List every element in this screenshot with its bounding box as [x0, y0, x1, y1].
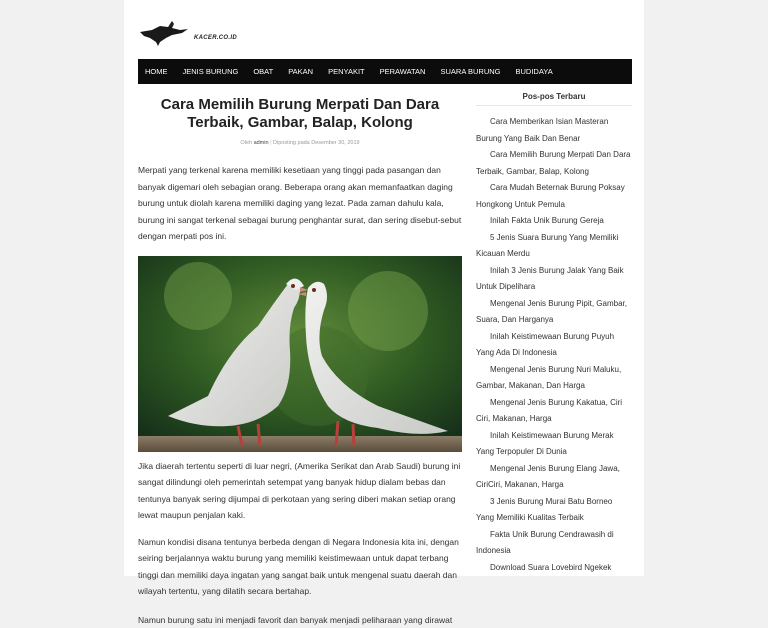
recent-post-link[interactable]: Inilah 3 Jenis Burung Jalak Yang Baik Untuk Dipelihara [476, 263, 632, 296]
meta-prefix: Oleh [240, 140, 252, 146]
nav-suara-burung[interactable]: SUARA BURUNG [440, 67, 500, 76]
nav-budidaya[interactable]: BUDIDAYA [516, 67, 553, 76]
recent-post-link[interactable]: 3 Jenis Burung Murai Batu Borneo Yang Memiliki Kualitas Terbaik [476, 494, 632, 527]
recent-post-link[interactable]: Download Suara Lovebird Ngekek [476, 560, 632, 577]
sidebar [476, 92, 632, 576]
bird-logo-icon [138, 18, 190, 48]
nav-penyakit[interactable]: PENYAKIT [328, 67, 365, 76]
nav-pakan[interactable]: PAKAN [288, 67, 313, 76]
page-container [124, 0, 644, 576]
meta-separator: | [270, 140, 271, 146]
article-title: Cara Memilih Burung Merpati Dan Dara Terbaik, Gambar, Balap, Kolong [144, 96, 456, 132]
recent-post-link[interactable]: Cara Memberikan Isian Masteran Burung Yang Baik Dan Benar [476, 114, 632, 147]
article-paragraph: Jika diaerah tertentu seperti di luar negri, (Amerika Serikat dan Arab Saudi) burung ini sangat dilindungi oleh pemerintah setempat yang banyak hidup dialam bebas dan tentunya banyak sering dijumpai di perkotaan yang sering diberi makan setiap orang lewat maupun penjalan kaki. [138, 458, 462, 524]
meta-posted: Diposting pada Desember 30, 2019 [273, 140, 360, 146]
recent-post-link[interactable]: Mengenal Jenis Burung Elang Jawa, CiriCiri, Makanan, Harga [476, 461, 632, 494]
article-paragraph: Namun burung satu ini menjadi favorit dan banyak menjadi peliharaan yang dirawat [138, 612, 462, 628]
recent-post-link[interactable]: Fakta Unik Burung Cendrawasih di Indonesia [476, 527, 632, 560]
recent-post-link[interactable]: Mengenal Jenis Burung Pipit, Gambar, Suara, Dan Harganya [476, 296, 632, 329]
recent-post-link[interactable]: Mengenal Jenis Burung Nuri Maluku, Gambar, Makanan, Dan Harga [476, 362, 632, 395]
article [138, 92, 462, 628]
author-link[interactable]: admin [254, 140, 269, 146]
recent-post-link[interactable]: Cara Mudah Beternak Burung Poksay Hongkong Untuk Pemula [476, 180, 632, 213]
pigeons-image [138, 256, 462, 452]
recent-post-link[interactable]: Inilah Fakta Unik Burung Gereja [476, 213, 632, 230]
site-logo[interactable] [138, 18, 238, 50]
article-paragraph: Merpati yang terkenal karena memiliki kesetiaan yang tinggi pada pasangan dan banyak digemari oleh sebagian orang. Beberapa orang akan memanfaatkan daging burung untuk diolah karena memiliki daging yang lezat. Pada zaman dahulu kala, burung ini sangat terkenal sebagai burung penghantar surat, dan sering disebut-sebut dengan merpati pos ini. [138, 162, 462, 245]
recent-post-link[interactable]: Cara Memilih Burung Merpati Dan Dara Terbaik, Gambar, Balap, Kolong [476, 147, 632, 180]
recent-post-link[interactable]: 5 Jenis Suara Burung Yang Memiliki Kicauan Merdu [476, 230, 632, 263]
logo-text: KACER.CO.ID [194, 35, 237, 41]
recent-post-link[interactable]: Inilah Keistimewaan Burung Merak Yang Terpopuler Di Dunia [476, 428, 632, 461]
nav-perawatan[interactable]: PERAWATAN [380, 67, 426, 76]
sidebar-title: Pos-pos Terbaru [476, 92, 632, 106]
article-paragraph: Namun kondisi disana tentunya berbeda dengan di Negara Indonesia kita ini, dengan seiring berjalannya waktu burung yang memiliki keistimewaan untuk dapat terbang tinggi dan memiliki daya ingatan yang sangat baik untuk mengenal suatu daerah dan wilayah tertentu, yang dilatih secara bertahap. [138, 534, 462, 600]
recent-posts-list [476, 114, 632, 576]
nav-obat[interactable]: OBAT [253, 67, 273, 76]
recent-post-link[interactable]: Inilah Keistimewaan Burung Puyuh Yang Ada Di Indonesia [476, 329, 632, 362]
article-meta [138, 140, 462, 146]
main-nav [138, 59, 632, 84]
recent-post-link[interactable]: Mengenal Jenis Burung Kakatua, Ciri Ciri, Makanan, Harga [476, 395, 632, 428]
nav-home[interactable]: HOME [145, 67, 168, 76]
nav-jenis-burung[interactable]: JENIS BURUNG [183, 67, 239, 76]
